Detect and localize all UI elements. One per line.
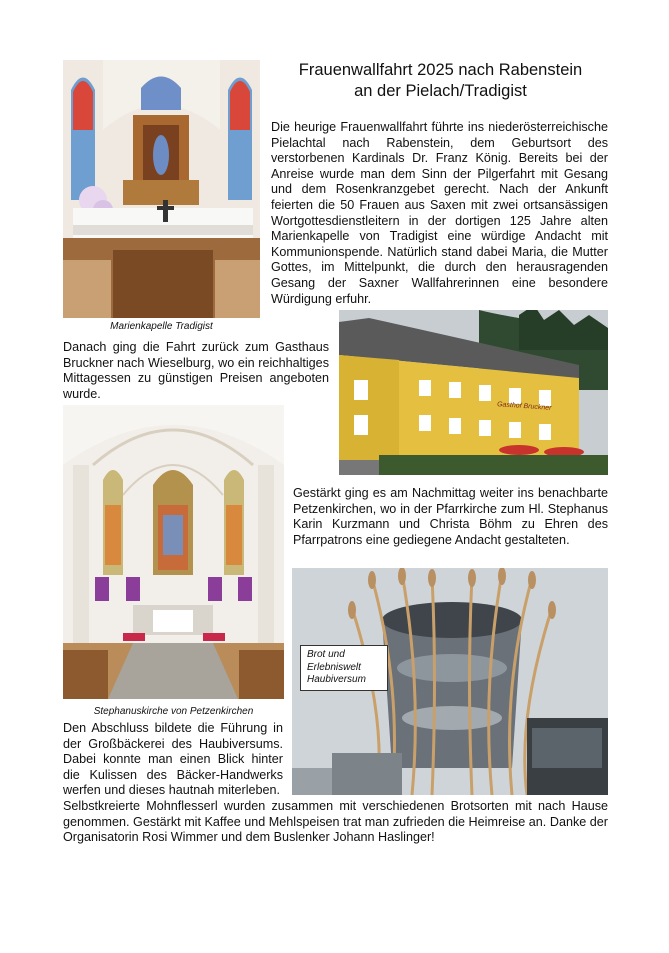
paragraph-4a: Den Abschluss bildete die Führung in der Großbäckerei des Haubiversums. Dabei konnte man einen Blick hinter die Kulissen des Bäcker-Handwerks werfen und dieses hautnah miterleben. xyxy=(63,721,283,798)
paragraph-3: Gestärkt ging es am Nachmittag weiter ins benachbarte Petzenkirchen, wo in der Pfarrkirche zum Hl. Stephanus Karin Kurzmann und Christa Böhm zu Ehren des Pfarrpatrons eine gediegene Andacht gestalteten. xyxy=(293,486,608,547)
haubiversum-caption xyxy=(300,645,388,691)
haubiversum-caption-line-3: Haubiversum xyxy=(307,674,366,685)
church-interior-photo xyxy=(63,405,284,699)
title-line-1: Frauenwallfahrt 2025 nach Rabenstein xyxy=(298,61,583,79)
article-title xyxy=(268,60,613,102)
paragraph-2: Danach ging die Fahrt zurück zum Gasthaus Bruckner nach Wieselburg, wo ein reichhaltiges Mittagessen zu günstigen Preisen angeboten wurde. xyxy=(63,340,329,401)
chapel-caption: Marienkapelle Tradigist xyxy=(110,321,213,332)
paragraph-1: Die heurige Frauenwallfahrt führte ins niederösterreichische Pielachtal nach Rabenstein, dem Geburtsort des verstorbenen Kardinals Dr. Franz König. Bereits bei der Anreise wurde man dem Sinn der Pilgerfahrt mit Gesang und dem Rosenkranzgebet gerecht. Nach der Ankunft feierten die 50 Frauen aus Saxen mit zwei ortsansässigen Wortgottesdienstleitern in der dortigen 125 Jahre alten Marienkapelle von Tradigist eine würdige Andacht mit Kommunionspende. Natürlich stand dabei Maria, die Mutter Gottes, im Mittelpunkt, die durch den herausragenden Gesang der Saxner Wallfahrerinnen eine besondere Würdigung erfuhr. xyxy=(271,120,608,306)
title-line-2: an der Pielach/Tradigist xyxy=(354,82,527,100)
inn-sign: Gasthof Bruckner xyxy=(496,401,552,412)
haubiversum-caption-line-2: Erlebniswelt xyxy=(307,661,361,673)
chapel-interior-photo xyxy=(63,60,260,318)
church-caption: Stephanuskirche von Petzenkirchen xyxy=(93,706,254,717)
paragraph-4b: Selbstkreierte Mohnflesserl wurden zusammen mit verschiedenen Brotsorten mit nach Hause genommen. Gestärkt mit Kaffee und Mehlspeisen trat man zufrieden die Heimreise an. Danke der Organisatorin Rosi Wimmer und dem Buslenker Johann Haslinger! xyxy=(63,799,608,845)
haubiversum-caption-line-1: Brot und xyxy=(307,649,345,660)
inn-photo xyxy=(339,310,608,475)
